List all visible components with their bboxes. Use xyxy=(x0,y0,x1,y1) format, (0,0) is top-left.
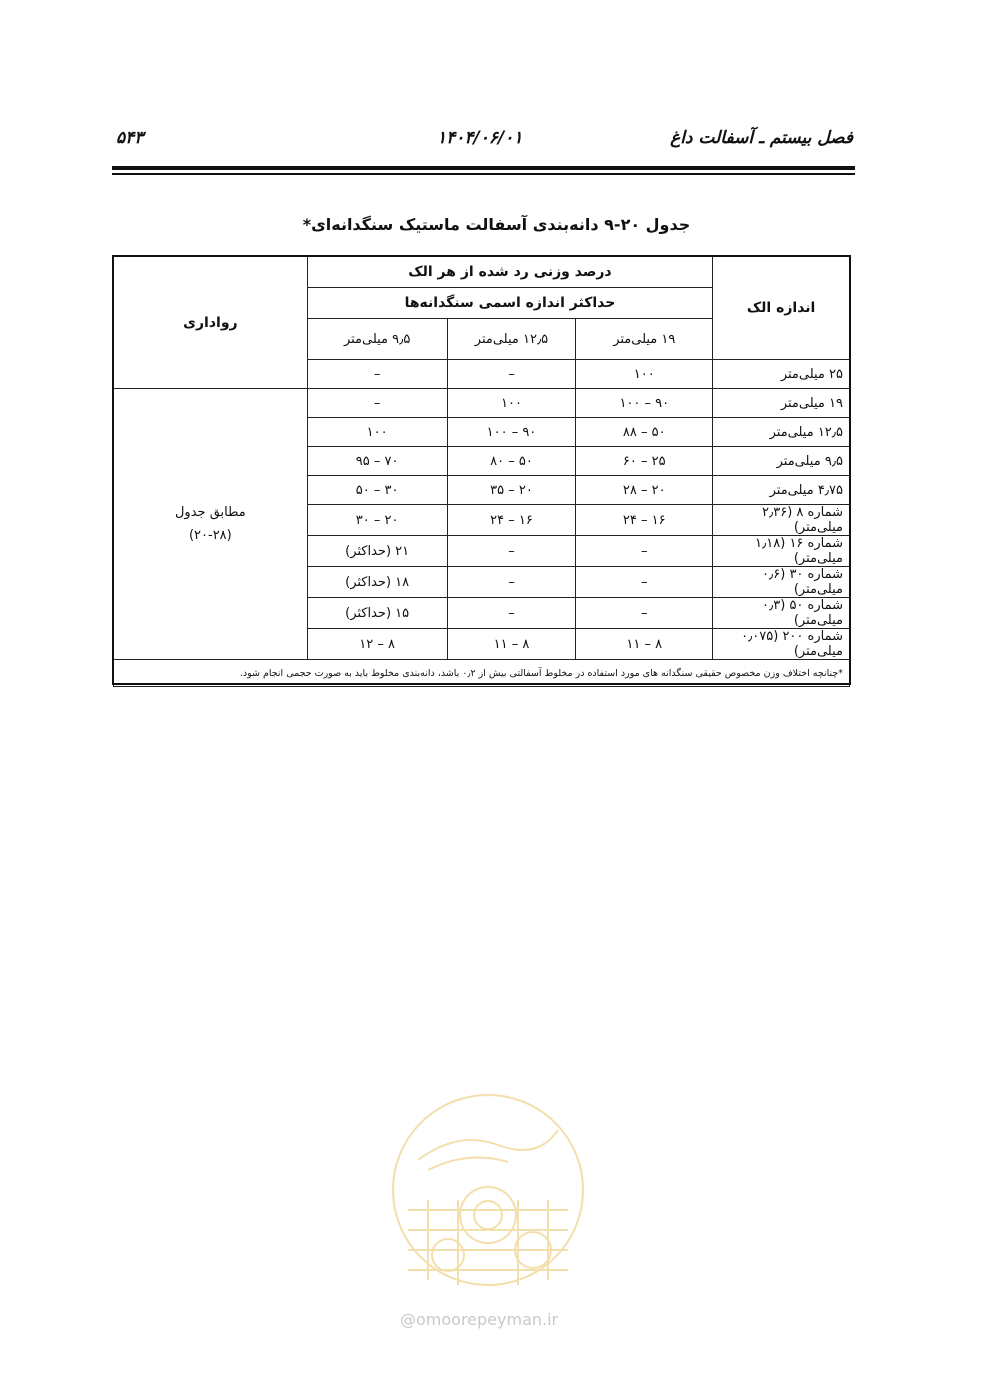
value-cell: – xyxy=(307,360,447,389)
tolerance-reference: (۲۰-۲۸) xyxy=(188,528,232,543)
header-date: ۱۴۰۴/۰۶/۰۱ xyxy=(437,128,523,148)
value-cell: – xyxy=(576,567,713,598)
tolerance-cell xyxy=(114,389,308,660)
value-cell: ۲۰ – ۳۵ xyxy=(447,476,576,505)
sieve-cell: شماره ۱۶ (۱٫۱۸ میلی‌متر) xyxy=(713,536,850,567)
table-caption: جدول ۲۰-۹ دانه‌بندی آسفالت ماستیک سنگدانه‌ای* xyxy=(302,215,691,234)
value-cell: ۷۰ – ۹۵ xyxy=(307,447,447,476)
value-cell: ۱۶ – ۲۴ xyxy=(576,505,713,536)
value-cell: ۳۰ – ۵۰ xyxy=(307,476,447,505)
value-cell: ۱۵ (حداکثر) xyxy=(307,598,447,629)
value-cell: ۵۰ – ۸۸ xyxy=(576,418,713,447)
percent-passing-header: درصد وزنی رد شده از هر الک xyxy=(307,257,712,288)
tolerance-header: رواداری xyxy=(114,257,308,389)
value-cell: ۱۸ (حداکثر) xyxy=(307,567,447,598)
sieve-cell: شماره ۳۰ (۰٫۶ میلی‌متر) xyxy=(713,567,850,598)
sieve-cell: ۱۲٫۵ میلی‌متر xyxy=(713,418,850,447)
sieve-cell: شماره ۸ (۲٫۳۶ میلی‌متر) xyxy=(713,505,850,536)
value-cell: – xyxy=(447,598,576,629)
value-cell: ۲۱ (حداکثر) xyxy=(307,536,447,567)
value-cell: ۲۵ – ۶۰ xyxy=(576,447,713,476)
sieve-size-header: اندازه الک xyxy=(713,257,850,360)
col-header-9-5: ۹٫۵ میلی‌متر xyxy=(307,319,447,360)
watermark-text: @omoorepeyman.ir xyxy=(400,1310,559,1329)
value-cell: ۱۰۰ xyxy=(307,418,447,447)
value-cell: ۸ – ۱۱ xyxy=(576,629,713,660)
watermark-logo xyxy=(388,1090,588,1305)
value-cell: ۱۶ – ۲۴ xyxy=(447,505,576,536)
value-cell: – xyxy=(307,389,447,418)
col-header-12-5: ۱۲٫۵ میلی‌متر xyxy=(447,319,576,360)
header-row-1 xyxy=(114,257,850,288)
col-header-19: ۱۹ میلی‌متر xyxy=(576,319,713,360)
sieve-cell: ۹٫۵ میلی‌متر xyxy=(713,447,850,476)
value-cell: ۲۰ – ۳۰ xyxy=(307,505,447,536)
value-cell: ۲۰ – ۲۸ xyxy=(576,476,713,505)
value-cell: ۵۰ – ۸۰ xyxy=(447,447,576,476)
header-rule-thick xyxy=(112,166,855,170)
table-footnote: *چنانچه اختلاف وزن مخصوص حقیقی سنگدانه های مورد استفاده در مخلوط آسفالتی بیش از ۰٫۲ باشد، دانه‌بندی مخلوط باید به صورت حجمی انجام شود. xyxy=(114,660,850,687)
sieve-cell: ۲۵ میلی‌متر xyxy=(713,360,850,389)
value-cell: ۱۰۰ xyxy=(447,389,576,418)
gradation-table xyxy=(113,256,850,687)
value-cell: – xyxy=(576,598,713,629)
sieve-cell: شماره ۲۰۰ (۰٫۰۷۵ میلی‌متر) xyxy=(713,629,850,660)
sieve-cell: شماره ۵۰ (۰٫۳ میلی‌متر) xyxy=(713,598,850,629)
value-cell: – xyxy=(447,360,576,389)
value-cell: – xyxy=(447,536,576,567)
value-cell: ۸ – ۱۱ xyxy=(447,629,576,660)
value-cell: ۹۰ – ۱۰۰ xyxy=(447,418,576,447)
footnote-row xyxy=(114,660,850,687)
value-cell: – xyxy=(576,536,713,567)
header-rule-thin xyxy=(112,173,855,175)
nominal-max-header: حداکثر اندازه اسمی سنگدانه‌ها xyxy=(307,288,712,319)
table-row xyxy=(114,389,850,418)
tolerance-text: مطابق جدول xyxy=(174,505,246,520)
value-cell: – xyxy=(447,567,576,598)
chapter-title: فصل بیستم ـ آسفالت داغ xyxy=(670,128,853,148)
sieve-cell: ۴٫۷۵ میلی‌متر xyxy=(713,476,850,505)
page-number: ۵۴۳ xyxy=(116,128,144,148)
sieve-cell: ۱۹ میلی‌متر xyxy=(713,389,850,418)
value-cell: ۹۰ – ۱۰۰ xyxy=(576,389,713,418)
value-cell: ۸ – ۱۲ xyxy=(307,629,447,660)
value-cell: ۱۰۰ xyxy=(576,360,713,389)
